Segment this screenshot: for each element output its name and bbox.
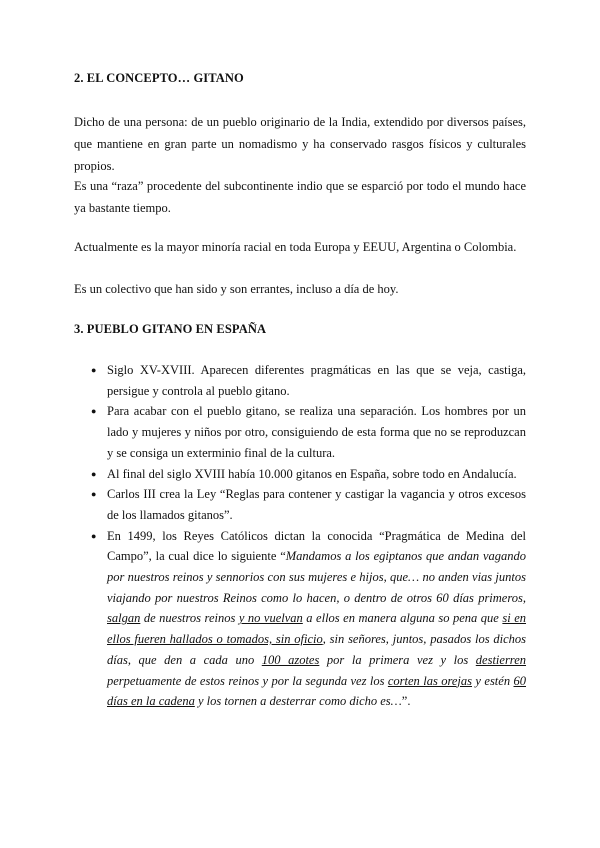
section-2-heading: 2. EL CONCEPTO… GITANO [74, 71, 244, 85]
list-item-pragmatica [74, 526, 526, 712]
quote-underlined: salgan [107, 611, 141, 626]
section-3-heading: 3. PUEBLO GITANO EN ESPAÑA [74, 322, 267, 336]
quote-text: Mandamos a los egiptanos que andan vagando por nuestros reinos y sennorios con sus mujeres e hijos, que… no anden vias juntos viajando por nuestros Reinos como lo hacen, o dentro de otros 60 días primeros, [107, 549, 526, 605]
quote-text: , sin señores, juntos, pasados los dichos días, que den a cada uno [107, 632, 527, 667]
quote-underlined: corten las orejas [387, 673, 473, 688]
bullet-icon: ● [91, 406, 97, 417]
list-item [74, 360, 526, 401]
quote-underlined: y no vuelvan [238, 611, 303, 626]
history-bullet-list [74, 360, 526, 712]
bullet-icon: ● [91, 489, 97, 500]
paragraph-definition: Dicho de una persona: de un pueblo originario de la India, extendido por diversos países, que mantiene en gran parte un nomadismo y ha conservado rasgos físicos y culturales propios. [74, 115, 526, 173]
paragraph-errant: Es un colectivo que han sido y son errantes, incluso a día de hoy. [74, 282, 399, 296]
quote-underlined: 100 azotes [261, 652, 320, 667]
quote-underlined: si en ellos fueren hallados o tomados, sin oficio [107, 611, 527, 647]
list-item [74, 484, 526, 525]
paragraph-origin: Es una “raza” procedente del subcontinente indio que se esparció por todo el mundo hace ya bastante tiempo. [74, 179, 526, 215]
list-item-text: Carlos III crea la Ley “Reglas para contener y castigar la vagancia y otros excesos de los llamados gitanos”. [107, 487, 526, 522]
quote-text: a ellos en manera alguna so pena que [302, 611, 503, 626]
quote-text: perpetuamente de estos reinos y por la segunda vez los [107, 673, 388, 688]
list-item-text: Para acabar con el pueblo gitano, se realiza una separación. Los hombres por un lado y mujeres y niños por otro, consiguiendo de esta forma que no se reproduzcan y se consiga un exterminio final de la cultura. [107, 404, 526, 460]
bullet-icon: ● [91, 365, 97, 375]
quote-underlined: destierren [475, 652, 527, 667]
quote-text: de nuestros reinos [140, 611, 239, 626]
bullet-icon: ● [91, 468, 97, 479]
quote-text: y estén [472, 673, 514, 688]
list-item-text: Siglo XV-XVIII. Aparecen diferentes pragmáticas en las que se veja, castiga, persigue y controla al pueblo gitano. [107, 363, 526, 398]
list-item [74, 464, 526, 485]
pragmatica-intro: En 1499, los Reyes Católicos dictan la conocida “Pragmática de Medina del Campo”, la cual dice lo siguiente “ [107, 528, 526, 564]
quote-text: por la primera vez y los [319, 652, 476, 667]
list-item-text: Al final del siglo XVIII había 10.000 gitanos en España, sobre todo en Andalucía. [107, 466, 517, 481]
bullet-icon: ● [91, 530, 97, 541]
quote-underlined: 60 días en la cadena [107, 673, 526, 709]
quote-text: y los tornen a desterrar como dicho es… [194, 694, 402, 709]
list-item [74, 401, 526, 463]
paragraph-minority: Actualmente es la mayor minoría racial en toda Europa y EEUU, Argentina o Colombia. [74, 240, 517, 254]
pragmatica-outro: ”. [401, 694, 411, 709]
